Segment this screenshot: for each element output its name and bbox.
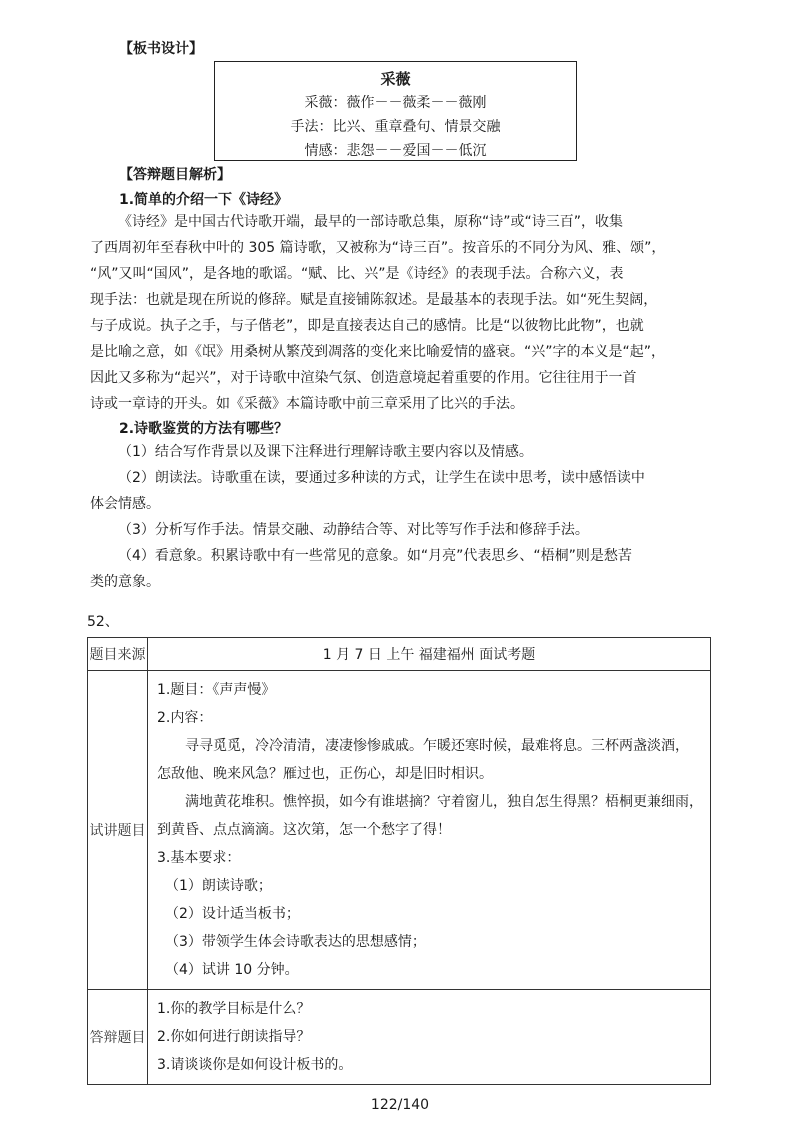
question-1-title: 1.简单的介绍一下《诗经》 <box>119 192 289 208</box>
defense-question: 3.请谈谈你是如何设计板书的。 <box>157 1057 353 1073</box>
question-2-answer <box>90 439 645 595</box>
poem-line: 怎敌他、晚来风急？雁过也，正伤心，却是旧时相识。 <box>157 766 493 782</box>
paragraph-line: （3）分析写作手法。情景交融、动静结合等、对比等写作手法和修辞手法。 <box>118 522 589 538</box>
paragraph-line: （1）结合写作背景以及课下注释进行理解诗歌主要内容以及情感。 <box>118 444 533 460</box>
paragraph-line: “风”又叫“国风”，是各地的歌谣。“赋、比、兴”是《诗经》的表现手法。合称六义，表 <box>90 266 624 282</box>
paragraph-line: （2）朗读法。诗歌重在读，要通过多种读的方式，让学生在读中思考，读中感悟读中 <box>118 470 645 486</box>
trial-content-label: 2.内容： <box>157 710 213 726</box>
table-row <box>88 990 711 1085</box>
board-line: 手法：比兴、重章叠句、情景交融 <box>290 119 501 135</box>
question-2-title: 2.诗歌鉴赏的方法有哪些？ <box>119 421 289 437</box>
paragraph-line: 《诗经》是中国古代诗歌开端，最早的一部诗歌总集，原称“诗”或“诗三百”，收集 <box>118 214 624 230</box>
requirement-item: （3）带领学生体会诗歌表达的思想感情； <box>165 934 426 950</box>
requirement-item: （1）朗读诗歌； <box>165 878 272 894</box>
exam-question-table <box>87 637 711 1085</box>
board-design-header: 【板书设计】 <box>119 41 203 57</box>
paragraph-line: 因此又多称为“起兴”，对于诗歌中渲染气氛、创造意境起着重要的作用。它往往用于一首 <box>90 370 637 386</box>
board-line: 情感：悲怨－－爱国－－低沉 <box>304 143 487 159</box>
requirements-label: 3.基本要求： <box>157 850 241 866</box>
board-design-box <box>214 61 577 161</box>
paragraph-line: 诗或一章诗的开头。如《采薇》本篇诗歌中前三章采用了比兴的手法。 <box>90 396 524 412</box>
paragraph-line: 现手法：也就是现在所说的修辞。赋是直接铺陈叙述。是最基本的表现手法。如“死生契阔， <box>90 292 658 308</box>
trial-topic: 1.题目：《声声慢》 <box>157 682 276 698</box>
paragraph-line: 与子成说。执子之手，与子偕老”，即是直接表达自己的感情。比是“以彼物比此物”，也就 <box>90 318 644 334</box>
paragraph-line: 体会情感。 <box>90 496 160 512</box>
defense-content <box>148 990 711 1085</box>
board-line: 采薇：薇作－－薇柔－－薇刚 <box>304 95 487 111</box>
requirement-item: （4）试讲 10 分钟。 <box>165 962 299 978</box>
paragraph-line: （4）看意象。积累诗歌中有一些常见的意象。如“月亮”代表思乡、“梧桐”则是愁苦 <box>118 548 632 564</box>
requirement-item: （2）设计适当板书； <box>165 906 300 922</box>
item-number: 52、 <box>87 614 119 630</box>
poem-line: 寻寻觅觅，冷冷清清，凄凄惨惨戚戚。乍暖还寒时候，最难将息。三杯两盏淡酒， <box>185 738 689 754</box>
source-label: 题目来源 <box>88 638 148 671</box>
board-title: 采薇 <box>380 70 411 88</box>
analysis-header: 【答辩题目解析】 <box>119 167 231 183</box>
poem-line: 到黄昏、点点滴滴。这次第，怎一个愁字了得！ <box>157 822 451 838</box>
defense-question: 2.你如何进行朗读指导？ <box>157 1029 311 1045</box>
paragraph-line: 类的意象。 <box>90 574 160 590</box>
defense-label: 答辩题目 <box>88 990 148 1085</box>
paragraph-line: 是比喻之意，如《氓》用桑树从繁茂到凋落的变化来比喻爱情的盛衰。“兴”字的本义是“起”， <box>90 344 666 360</box>
trial-content <box>148 671 711 990</box>
source-value: 1 月 7 日 上午 福建福州 面试考题 <box>148 638 711 671</box>
defense-question: 1.你的教学目标是什么？ <box>157 1001 311 1017</box>
paragraph-line: 了西周初年至春秋中叶的 305 篇诗歌，又被称为“诗三百”。按音乐的不同分为风、雅、颂”， <box>90 240 666 256</box>
table-row <box>88 638 711 671</box>
poem-line: 满地黄花堆积。憔悴损，如今有谁堪摘？守着窗儿，独自怎生得黑？梧桐更兼细雨， <box>185 794 703 810</box>
question-1-answer <box>90 209 665 417</box>
page-number: 122/140 <box>370 1097 430 1113</box>
trial-label: 试讲题目 <box>88 671 148 990</box>
table-row <box>88 671 711 990</box>
